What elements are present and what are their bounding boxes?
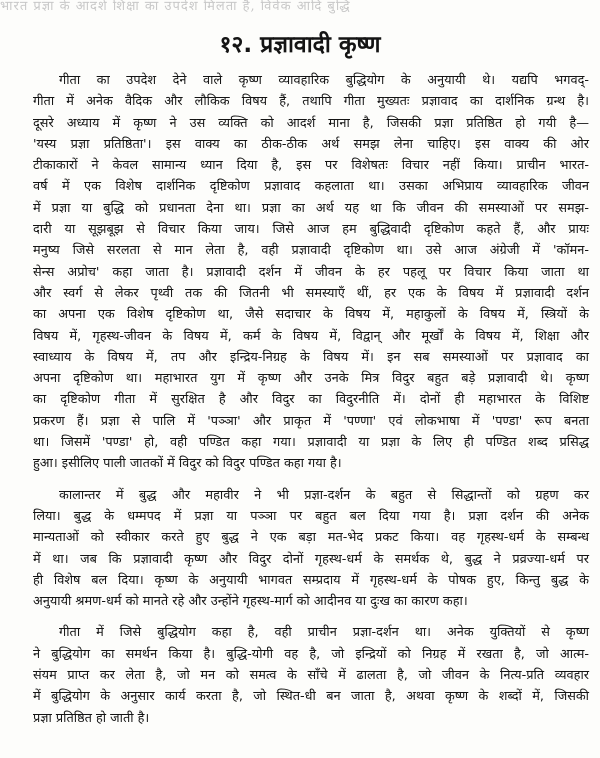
text-line: दारी या सूझबूझ से विचार किया जाय। जिसे आज हम बुद्धिवादी दृष्टिकोण कहते हैं, और प्रायः — [33, 222, 589, 238]
text-line: कालान्तर में बुद्ध और महावीर ने भी प्रज्ञा-दर्शन के बहुत से सिद्धान्तों को ग्रहण कर — [59, 487, 589, 503]
paragraph-2 — [33, 485, 589, 613]
text-line: अपना दृष्टिकोण था। महाभारत युग में कृष्ण और उनके मित्र विदुर बहुत बड़े प्रज्ञावादी थे। कृष्ण — [33, 371, 589, 387]
paragraph-gap — [33, 475, 589, 485]
text-line: मान्यताओं को स्वीकार करते हुए बुद्ध ने एक बड़ा मत-भेद प्रकट किया। वह गृहस्थ-धर्म के सम्बन्ध — [33, 530, 589, 546]
text-line: ने बुद्धियोग का समर्थन किया है। बुद्धि-योगी वह है, जो इन्द्रियों को निग्रह में रखता है, जो आत्म- — [33, 646, 589, 662]
text-line: और स्वर्ग से लेकर पृथ्वी तक की जितनी भी समस्याएँ थीं, हर एक के विषय में प्रज्ञावादी दर्शन — [33, 285, 589, 301]
text-line: वर्ष में एक विशेष दार्शनिक दृष्टिकोण प्रज्ञावाद कहलाता था। उसका अभिप्राय व्यावहारिक जीवन — [33, 179, 589, 195]
text-line: का अपना एक विशेष दृष्टिकोण था, जैसे सदाचार के विषय में, महाकुलों के विषय में, स्त्रियों के — [33, 307, 589, 323]
text-line: टीकाकारों ने केवल सामान्य ध्यान दिया है, इस पर विशेषतः विचार नहीं किया। प्राचीन भारत- — [33, 158, 589, 174]
text-line: 'यस्य प्रज्ञा प्रतिष्ठिता'। इस वाक्य का ठीक-ठीक अर्थ समझ लेना चाहिए। इस वाक्य की ओर — [33, 136, 589, 152]
paragraph-3 — [33, 622, 589, 728]
paragraph-1 — [33, 70, 589, 475]
text-line: विषय में, गृहस्थ-जीवन के विषय में, कर्म के विषय में, विद्वान् और मूर्खों के विषय में, शिक्षा और — [33, 328, 589, 344]
text-line: अनुयायी श्रमण-धर्म को मानते रहे और उन्होंने गृहस्थ-मार्ग को आदीनव या दुःख का कारण कहा। — [33, 594, 468, 610]
text-line: ही विशेष बल दिया। कृष्ण के अनुयायी भागवत सम्प्रदाय में गृहस्थ-धर्म के पोषक हुए, किन्तु बुद्ध के — [33, 572, 589, 588]
chapter-title-text: प्रज्ञावादी कृष्ण — [260, 32, 381, 58]
text-line: हुआ। इसीलिए पाली जातकों में विदुर को विदुर पण्डित कहा गया है। — [33, 456, 342, 472]
text-line: सेन्स अप्रोच' कहा जाता है। प्रज्ञावादी दर्शन में जीवन के हर पहलू पर विचार किया जाता था — [33, 264, 589, 280]
text-line: दूसरे अध्याय में कृष्ण ने उस व्यक्ति को आदर्श माना है, जिसकी प्रज्ञा प्रतिष्ठित हो गयी है— — [33, 115, 589, 131]
text-line: मनुष्य जिसे सरलता से मान लेता है, वही प्रज्ञावादी दृष्टिकोण था। उसे आज अंग्रेजी में 'कॉमन- — [33, 243, 589, 259]
text-line: था। जिसमें 'पण्डा' हो, वही पण्डित कहा गया। प्रज्ञावादी या प्रज्ञा के लिए ही पण्डित शब्द प्रसिद्ध — [33, 435, 589, 451]
bleed-through-text: भारत प्रज्ञा के आदर्श शिक्षा का उपदेश मिलता है, विवेक आदि बुद्धि — [0, 0, 351, 14]
text-line: गीता में जिसे बुद्धियोग कहा है, वही प्राचीन प्रज्ञा-दर्शन था। अनेक युक्तियों से कृष्ण — [59, 625, 589, 641]
text-line: में बुद्धियोग के अनुसार कार्य करता है, जो स्थित-धी बन जाता है, अथवा कृष्ण के शब्दों में, जिसकी — [33, 689, 589, 705]
text-line: संयम प्राप्त कर लेता है, जो मन को समत्व के साँचे में ढालता है, जो जीवन के नित्य-प्रति व्यवहार — [33, 668, 589, 684]
text-line: में प्रज्ञा या बुद्धि को प्रधानता देना था। प्रज्ञा का अर्थ यह था कि जीवन की समस्याओं पर समझ- — [33, 200, 589, 216]
text-line: लिया। बुद्ध के धम्मपद में प्रज्ञा या पञ्ञा पर बहुत बल दिया गया है। प्रज्ञा दर्शन की अनेक — [33, 508, 589, 524]
text-line: प्रकरण हैं। प्रज्ञा से पालि में 'पञ्ञा' और प्राकृत में 'पण्णा' एवं लोकभाषा में 'पण्डा' रूप बनता — [33, 413, 589, 429]
paragraph-gap — [33, 612, 589, 622]
chapter-title — [0, 30, 600, 60]
body-text — [33, 70, 589, 729]
text-line: का दृष्टिकोण गीता में सुरक्षित है और विदुर का विदुरनीति में। दोनों ही महाभारत के विशिष्ट — [33, 392, 589, 408]
chapter-number: १२. — [219, 32, 253, 58]
text-line: स्वाध्याय के विषय में, तप और इन्द्रिय-निग्रह के विषय में। इन सब समस्याओं पर प्रज्ञावाद का — [33, 349, 589, 365]
text-line: गीता में अनेक वैदिक और लौकिक विषय हैं, तथापि गीता मुख्यतः प्रज्ञावाद का दार्शनिक ग्रन्थ है। — [33, 94, 589, 110]
text-line: में था। जब कि प्रज्ञावादी कृष्ण और विदुर दोनों गृहस्थ-धर्म के समर्थक थे, बुद्ध ने प्रव्रज्या-धर्म पर — [33, 551, 589, 567]
text-line: प्रज्ञा प्रतिष्ठित हो जाती है। — [33, 710, 150, 726]
text-line: गीता का उपदेश देने वाले कृष्ण व्यावहारिक बुद्धियोग के अनुयायी थे। यद्यपि भगवद्- — [59, 73, 589, 88]
